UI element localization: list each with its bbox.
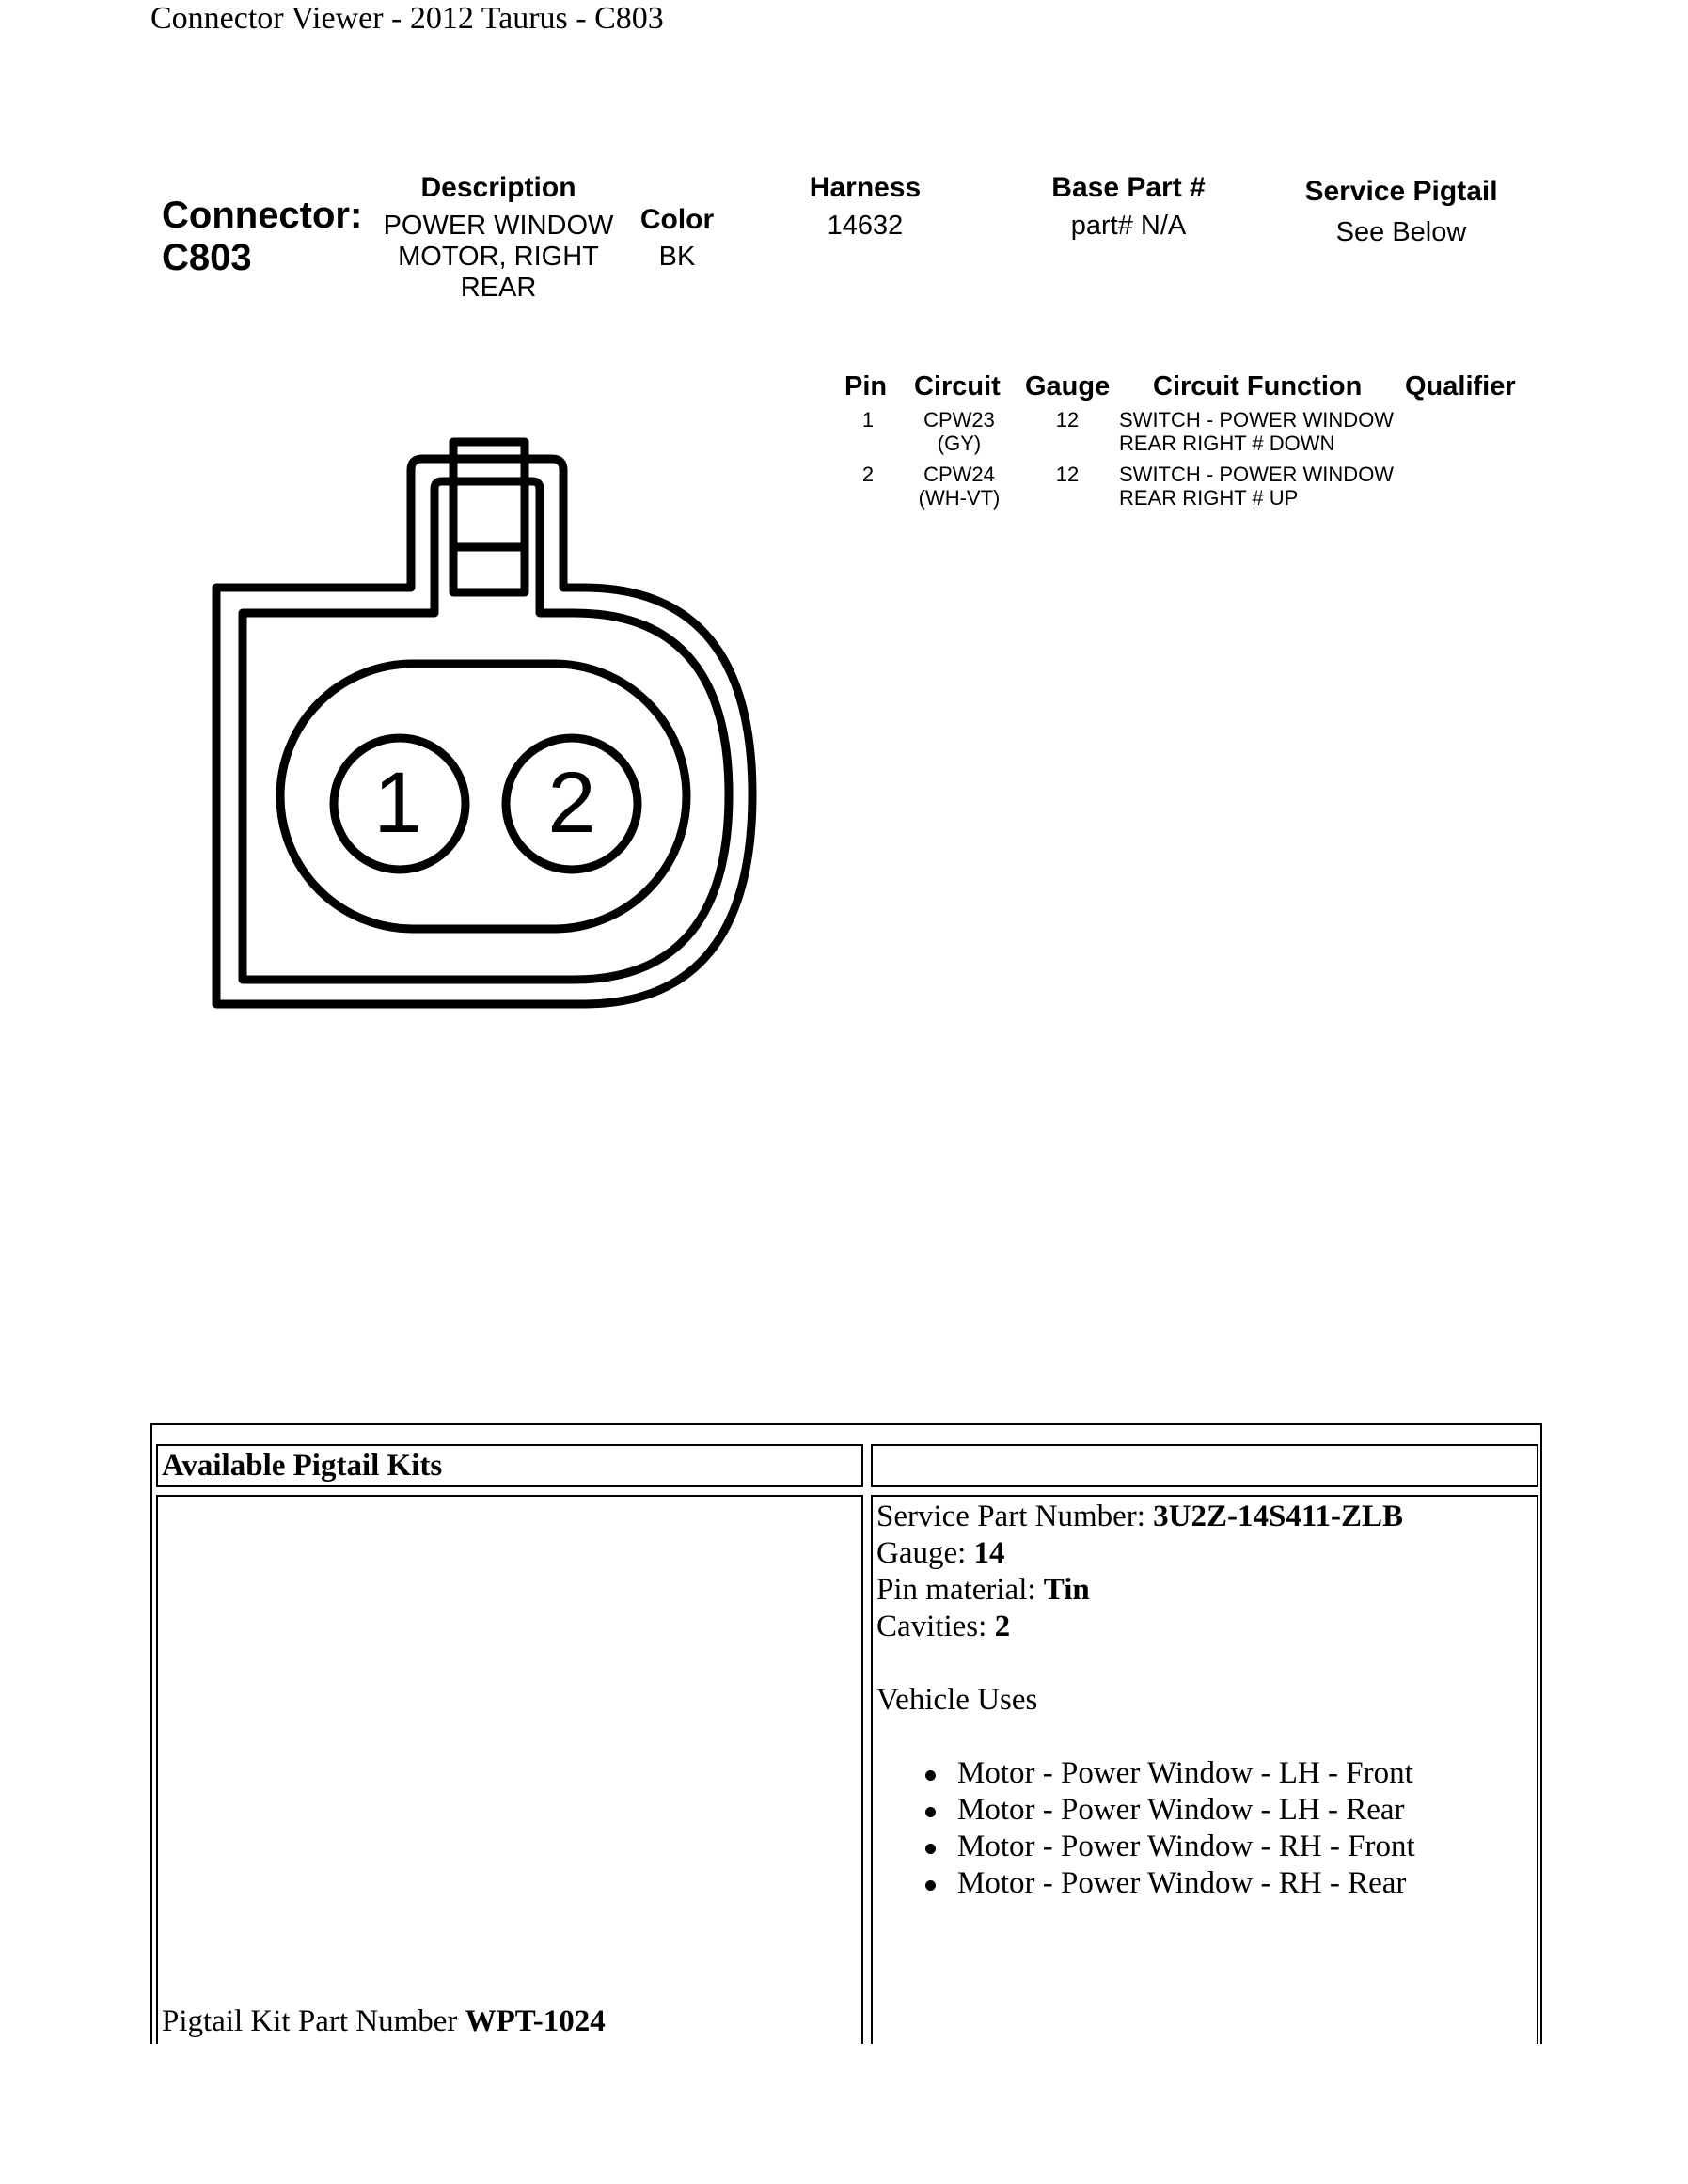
kit-part-label: Pigtail Kit Part Number [162, 2004, 465, 2038]
base-part-value: part# N/A [1070, 211, 1187, 241]
color-label: Color [639, 204, 715, 235]
vehicle-uses-list [925, 1755, 1415, 1902]
gauge-cell: 12 [1055, 463, 1080, 486]
base-part-label: Base Part # [1051, 172, 1206, 203]
service-part-value: 3U2Z-14S411-ZLB [1153, 1500, 1404, 1533]
color-value: BK [658, 242, 696, 272]
description-line: REAR [460, 273, 537, 303]
pigtail-heading-cell [156, 1444, 863, 1487]
pigtail-kit-part-number [162, 2003, 606, 2040]
connector-inner-outline [243, 481, 729, 980]
pin-2-label: 2 [547, 755, 596, 851]
function-line: SWITCH - POWER WINDOW [1119, 408, 1395, 432]
harness-label: Harness [809, 172, 922, 203]
function-line: REAR RIGHT # DOWN [1119, 432, 1335, 455]
connector-diagram [0, 0, 1688, 1053]
kit-part-value: WPT-1024 [465, 2004, 606, 2038]
pigtail-kits-table [150, 1423, 1542, 2044]
pin-header: Pin [844, 371, 888, 401]
gauge-header: Gauge [1025, 371, 1111, 401]
pin-1-label: 1 [373, 755, 422, 851]
circuit-function-header: Circuit Function [1153, 371, 1363, 401]
pin-cavity-housing [280, 664, 686, 929]
gauge-label: Gauge: [876, 1536, 974, 1570]
harness-value: 14632 [827, 211, 904, 241]
connector-label: Connector: [162, 195, 363, 236]
list-item: Motor - Power Window - LH - Rear [925, 1792, 1415, 1829]
description-label: Description [420, 172, 576, 203]
cavities-value: 2 [994, 1610, 1011, 1643]
function-line: REAR RIGHT # UP [1119, 486, 1299, 510]
pin-cell: 2 [861, 463, 875, 486]
vehicle-uses-label: Vehicle Uses [876, 1683, 1038, 1717]
pin-cell: 1 [861, 408, 875, 432]
cavities [876, 1609, 1415, 1645]
pigtail-details-cell [871, 1495, 1538, 2044]
service-part-label: Service Part Number: [876, 1500, 1154, 1533]
circuit-color: (GY) [937, 432, 982, 455]
function-line: SWITCH - POWER WINDOW [1119, 463, 1395, 486]
list-item: Motor - Power Window - RH - Front [925, 1829, 1415, 1865]
pigtail-heading: Available Pigtail Kits [162, 1449, 443, 1483]
service-pigtail-label: Service Pigtail [1304, 176, 1498, 207]
page-title: Connector Viewer - 2012 Taurus - C803 [150, 1, 664, 36]
connector-id: C803 [162, 237, 252, 278]
latch-tab [453, 442, 525, 592]
list-item: Motor - Power Window - LH - Front [925, 1755, 1415, 1792]
pin-material-value: Tin [1043, 1573, 1090, 1607]
pigtail-image-cell [156, 1495, 863, 2044]
cavities-label: Cavities: [876, 1610, 995, 1643]
qualifier-header: Qualifier [1405, 371, 1516, 401]
description-line: MOTOR, RIGHT [398, 242, 599, 272]
gauge-value: 14 [973, 1536, 1005, 1570]
service-part-number [876, 1499, 1415, 1535]
service-pigtail-value: See Below [1335, 217, 1467, 247]
pigtail-gauge [876, 1535, 1415, 1572]
description-line: POWER WINDOW [383, 211, 614, 241]
list-item: Motor - Power Window - RH - Rear [925, 1865, 1415, 1902]
pin-material-label: Pin material: [876, 1573, 1044, 1607]
circuit-code: CPW24 [923, 463, 995, 486]
pigtail-heading-empty-cell [871, 1444, 1538, 1487]
circuit-header: Circuit [914, 371, 1001, 401]
circuit-color: (WH-VT) [918, 486, 1001, 510]
pin-material [876, 1572, 1415, 1609]
gauge-cell: 12 [1055, 408, 1080, 432]
circuit-code: CPW23 [923, 408, 995, 432]
